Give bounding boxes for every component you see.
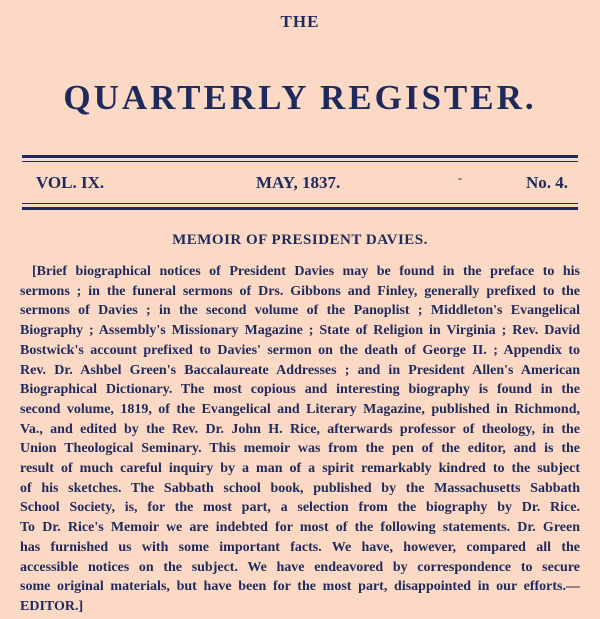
body-line: of his sketches. The Sabbath school book, published by the Massachusetts Sabbath — [20, 480, 580, 496]
body-line: sermons of Davies ; in the second volume of the Panoplist ; Middleton's Evangelical — [20, 303, 580, 319]
body-line: has furnished us with some important facts. We have, however, compared all the — [20, 539, 580, 555]
body-line: Va., and edited by the Rev. Dr. John H. Rice, afterwards professor of theology, in the — [20, 421, 580, 437]
issue-date: MAY, 1837. — [256, 173, 341, 192]
article-body — [20, 262, 580, 617]
body-line: Biographical Dictionary. The most copious and interesting biography is found in the — [20, 382, 580, 398]
masthead-the: THE — [280, 12, 320, 31]
body-line: accessible notices on the subject. We have endeavored by correspondence to secure — [20, 559, 580, 575]
body-line: School Society, is, for the most part, a selection from the biography by Dr. Rice. — [20, 500, 580, 516]
body-line: Bostwick's account prefixed to Davies' sermon on the death of George II. ; Appendix to — [20, 342, 580, 358]
editor-signature: EDITOR.] — [20, 598, 84, 614]
body-line: Biography ; Assembly's Missionary Magazine ; State of Religion in Virginia ; Rev. David — [20, 323, 580, 339]
article-title: MEMOIR OF PRESIDENT DAVIES. — [172, 232, 428, 248]
body-line: Union Theological Seminary. This memoir was from the pen of the editor, and is the — [20, 441, 580, 457]
body-line: To Dr. Rice's Memoir we are indebted for most of the following statements. Dr. Green — [20, 520, 580, 536]
bottom-rule-thick — [22, 207, 578, 210]
body-line: [Brief biographical notices of President Davies may be found in the preface to his — [32, 264, 580, 279]
issue-info-row — [36, 173, 568, 195]
body-line: result of much careful inquiry by a man of a spirit remarkably kindred to the subject — [20, 461, 580, 477]
body-line: sermons ; in the funeral sermons of Drs. Gibbons and Finley, generally prefixed to the — [20, 283, 580, 299]
body-line: some original materials, but have been for the most part, disappointed in our efforts.— — [20, 579, 580, 595]
top-rule-thin — [22, 161, 578, 162]
masthead-title: QUARTERLY REGISTER. — [63, 78, 537, 117]
top-rule-thick — [22, 155, 578, 158]
issue-number: No. 4. — [525, 173, 568, 192]
body-line: second volume, 1819, of the Evangelical and Literary Magazine, published in Richmond, — [20, 401, 580, 417]
stray-mark: - — [458, 171, 462, 185]
volume-label: VOL. IX. — [36, 173, 105, 192]
body-line: Rev. Dr. Ashbel Green's Baccalaureate Addresses ; and in President Allen's American — [20, 362, 580, 378]
bottom-rule-thin — [22, 203, 578, 204]
